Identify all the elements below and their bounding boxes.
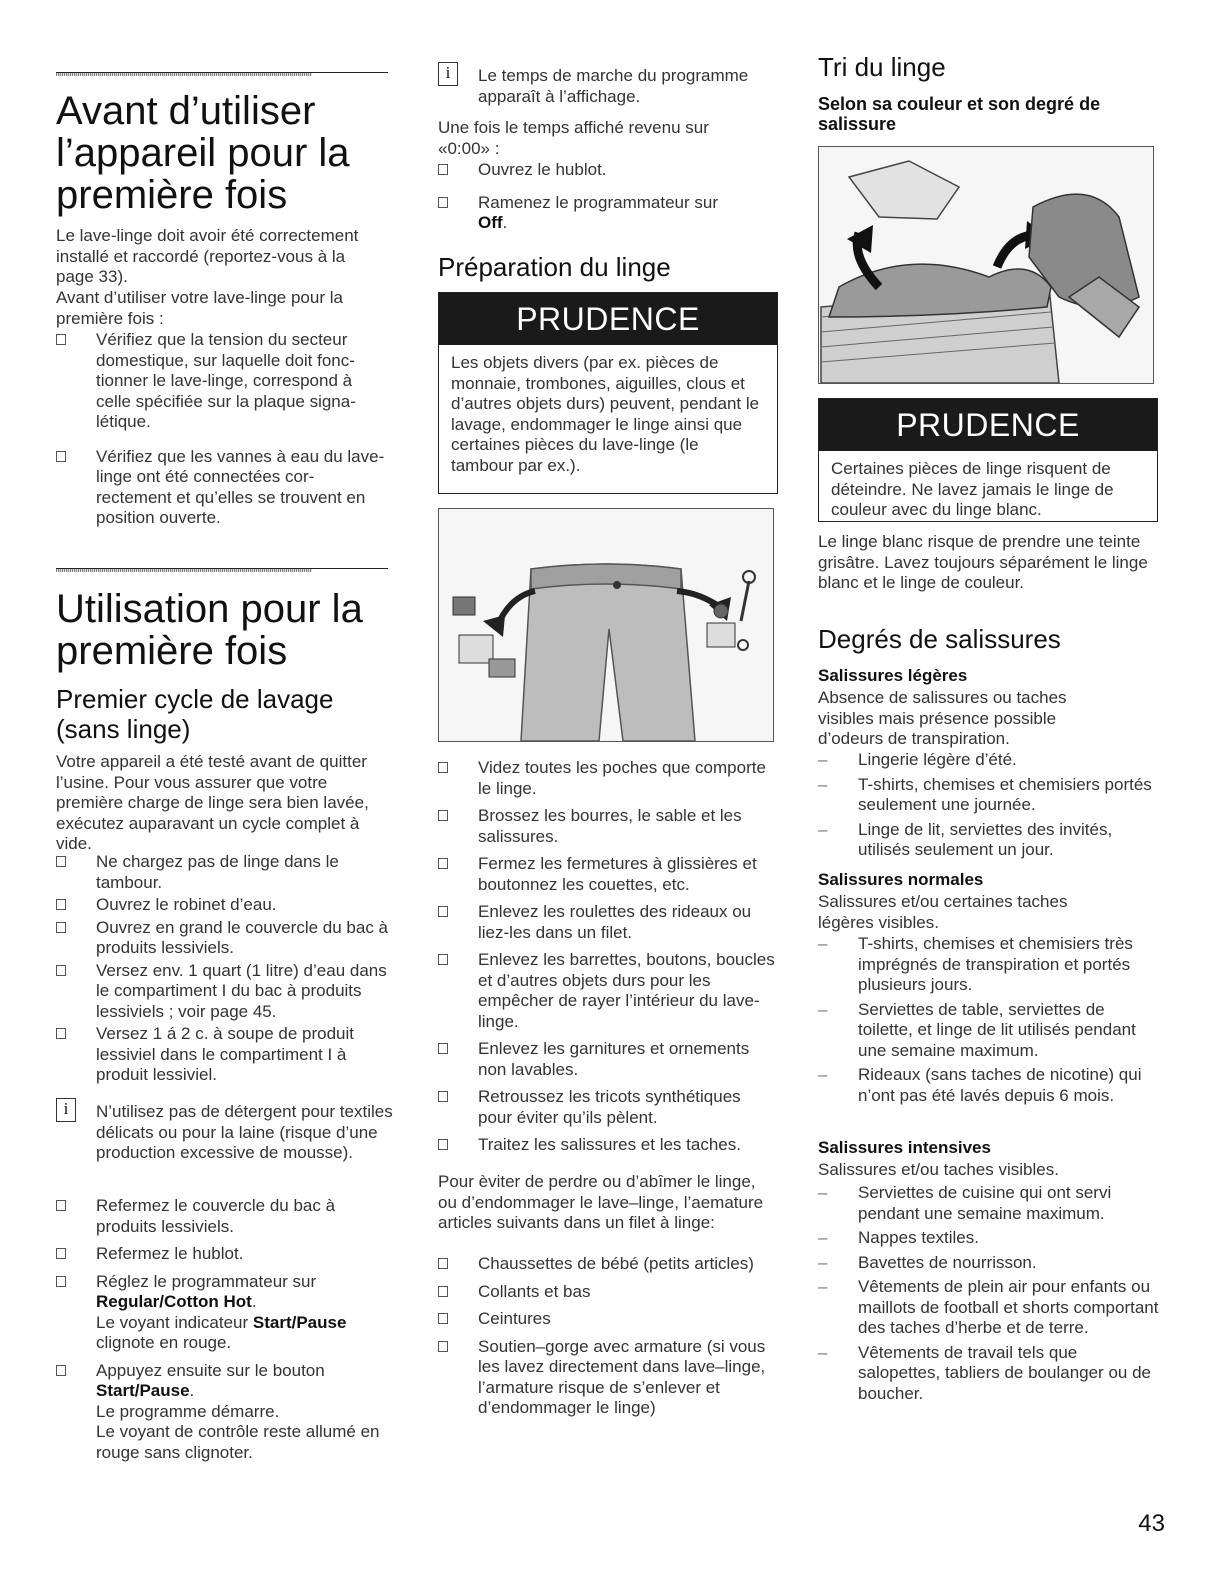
list-item: Brossez les bourres, le sable et les salissures. [438, 806, 778, 847]
list-item: Enlevez les barrettes, boutons, boucles et d’autres objets durs pour les empêcher de rayer l’intérieur du lave-linge. [438, 950, 778, 1032]
checkbox-bullet-icon [438, 1286, 448, 1297]
subsection-title-first-cycle: Premier cycle de lavage (sans linge) [56, 684, 334, 744]
checkbox-bullet-icon [56, 1276, 66, 1287]
caution-box-hard-objects [438, 292, 778, 494]
section-title-first-use: Utilisation pour la première fois [56, 587, 363, 673]
section-title-before-first-use: Avant d’utiliser l’appareil pour la première fois [56, 89, 350, 217]
checkbox-bullet-icon [56, 1365, 66, 1376]
wash-net-checklist [438, 1254, 778, 1426]
install-intro: Le lave-linge doit avoir été correctement installé et raccordé (reportez-vous à la page 33). [56, 226, 359, 286]
list-item: Versez env. 1 quart (1 litre) d’eau dans le compartiment I du bac à produits lessiviels ; voir page 45. [56, 961, 388, 1023]
caution-text: Les objets divers (par ex. pièces de monnaie, trombones, aiguilles, clous et d’autres objets durs) peuvent, pendant le lavage, endommager le linge ainsi que certaines pièces du lave-linge (le tambour par ex.). [451, 353, 760, 475]
subsection-title-sorting: Tri du linge [818, 52, 946, 82]
list-item: Réglez le programmateur sur Regular/Cotton Hot. Le voyant indicateur Start/Pause clignote en rouge. [56, 1272, 388, 1354]
caution-heading: PRUDENCE [819, 399, 1157, 451]
checkbox-bullet-icon [56, 1200, 66, 1211]
list-item: – Serviettes de cuisine qui ont servi pendant une semaine maximum. [818, 1183, 1112, 1223]
caution-heading: PRUDENCE [439, 293, 777, 345]
list-item: Ramenez le programmateur sur Off. [438, 193, 778, 234]
checkbox-bullet-icon [438, 810, 448, 821]
soil-normal-title: Salissures normales [818, 870, 984, 889]
checkbox-bullet-icon [56, 965, 66, 976]
checkbox-bullet-icon [438, 1258, 448, 1269]
checkbox-bullet-icon [56, 451, 66, 462]
list-item: – Vêtements de plein air pour enfants ou maillots de football et shorts comportant des taches d’herbe et de terre. [818, 1277, 1159, 1337]
list-item: Versez 1 á 2 c. à soupe de produit lessiviel dans le compartiment I à produit lessiviel. [56, 1024, 388, 1086]
info-note-run-time: Le temps de marche du programme apparaît à l’affichage. [478, 66, 749, 106]
list-item: – Vêtements de travail tels que salopettes, tabliers de boulanger ou de boucher. [818, 1342, 1151, 1403]
checkbox-bullet-icon [56, 856, 66, 867]
list-item: Ne chargez pas de linge dans le tambour. [56, 852, 388, 893]
list-item: Collants et bas [438, 1282, 778, 1303]
checkbox-bullet-icon [438, 1091, 448, 1102]
list-item: Vérifiez que les vannes à eau du lave-linge ont été connectées cor-rectement et qu’elles se trouvent en position ouverte. [56, 447, 388, 529]
first-cycle-steps [56, 852, 388, 1088]
checkbox-bullet-icon [438, 1139, 448, 1150]
list-item: Traitez les salissures et les taches. [438, 1135, 778, 1156]
illustration-sorting-laundry [818, 146, 1154, 384]
checkbox-bullet-icon [56, 334, 66, 345]
soil-intense-title: Salissures intensives [818, 1138, 991, 1157]
page-number: 43 [1138, 1510, 1165, 1537]
sorting-subtitle: Selon sa couleur et son degré de salissure [818, 94, 1101, 134]
list-item: – Serviettes de table, serviettes de toilette, et linge de lit utilisés pendant une semaine maximum. [818, 999, 1136, 1060]
list-item: – T-shirts, chemises et chemisiers très imprégnés de transpiration et portés plusieurs jours. [818, 934, 1133, 994]
list-item: Refermez le couvercle du bac à produits lessiviels. [56, 1196, 388, 1237]
soil-light-text: Absence de salissures ou taches visibles mais présence possible d’odeurs de transpiration. [818, 688, 1067, 748]
checkbox-bullet-icon [56, 922, 66, 933]
soil-normal-list [818, 934, 1160, 1110]
checkbox-bullet-icon [438, 1043, 448, 1054]
info-icon: i [438, 62, 458, 86]
list-item: – Linge de lit, serviettes des invités, utilisés seulement un jour. [818, 819, 1113, 859]
checkbox-bullet-icon [438, 762, 448, 773]
info-note-detergent: N’utilisez pas de détergent pour textiles délicats ou pour la laine (risque d’une production excessive de mousse). [96, 1102, 393, 1162]
after-time-steps [438, 160, 778, 241]
list-item: Enlevez les garnitures et ornements non lavables. [438, 1039, 778, 1080]
preparation-checklist [438, 758, 778, 1163]
list-item: Refermez le hublot. [56, 1244, 388, 1265]
soil-light-list [818, 750, 1160, 865]
section-rule [56, 568, 388, 569]
info-icon: i [56, 1098, 76, 1122]
checkbox-bullet-icon [438, 906, 448, 917]
soil-normal-text: Salissures et/ou certaines taches légères visibles. [818, 892, 1068, 932]
checkbox-bullet-icon [438, 954, 448, 965]
soil-intense-list [818, 1183, 1160, 1408]
list-item: Vérifiez que la tension du secteur domestique, sur laquelle doit fonc-tionner le lave-linge, correspond à celle spécifiée sur la plaque signa-létique. [56, 330, 388, 433]
list-item: Videz toutes les poches que comporte le linge. [438, 758, 778, 799]
white-laundry-note: Le linge blanc risque de prendre une teinte grisâtre. Lavez toujours séparément le linge blanc et le linge de couleur. [818, 532, 1148, 592]
list-item: Ouvrez en grand le couvercle du bac à produits lessiviels. [56, 918, 388, 959]
list-item: – Bavettes de nourrisson. [818, 1252, 1037, 1272]
checkbox-bullet-icon [438, 858, 448, 869]
list-item: – T-shirts, chemises et chemisiers portés seulement une journée. [818, 774, 1152, 814]
wash-net-intro: Pour èviter de perdre ou d’abîmer le linge, ou d’endommager le lave–linge, l’aemature articles suivants dans un filet à linge: [438, 1172, 764, 1232]
before-use-checklist [56, 330, 388, 536]
checkbox-bullet-icon [438, 1313, 448, 1324]
soil-intense-text: Salissures et/ou taches visibles. [818, 1160, 1059, 1179]
illustration-empty-pockets [438, 508, 774, 742]
list-item: Retroussez les tricots synthétiques pour éviter qu’ils pèlent. [438, 1087, 778, 1128]
list-item: – Nappes textiles. [818, 1228, 979, 1247]
first-cycle-steps-2 [56, 1196, 388, 1470]
list-item: Ouvrez le hublot. [438, 160, 778, 181]
list-item: Ceintures [438, 1309, 778, 1330]
soil-light-title: Salissures légères [818, 666, 968, 685]
after-time-intro: Une fois le temps affiché revenu sur «0:00» : [438, 118, 709, 158]
checkbox-bullet-icon [438, 164, 448, 175]
before-use-intro: Avant d’utiliser votre lave-linge pour la première fois : [56, 288, 343, 328]
caution-box-colors [818, 398, 1158, 522]
checkbox-bullet-icon [56, 1248, 66, 1259]
list-item: – Lingerie légère d’été. [818, 750, 1017, 769]
list-item: Enlevez les roulettes des rideaux ou liez-les dans un filet. [438, 902, 778, 943]
list-item: Soutien–gorge avec armature (si vous les lavez directement dans lave–linge, l’armature risque de s’enlever et d’endommager le linge) [438, 1337, 778, 1419]
list-item: – Rideaux (sans taches de nicotine) qui n’ont pas été lavés depuis 6 mois. [818, 1065, 1142, 1105]
section-rule [56, 72, 388, 73]
list-item: Appuyez ensuite sur le bouton Start/Pause. Le programme démarre. Le voyant de contrôle reste allumé en rouge sans clignoter. [56, 1361, 388, 1464]
list-item: Chaussettes de bébé (petits articles) [438, 1254, 778, 1275]
checkbox-bullet-icon [56, 1028, 66, 1039]
checkbox-bullet-icon [438, 197, 448, 208]
list-item: Fermez les fermetures à glissières et boutonnez les couettes, etc. [438, 854, 778, 895]
caution-text: Certaines pièces de linge risquent de déteindre. Ne lavez jamais le linge de couleur avec du linge blanc. [831, 459, 1114, 519]
subsection-title-soil-degrees: Degrés de salissures [818, 624, 1061, 654]
checkbox-bullet-icon [438, 1341, 448, 1352]
checkbox-bullet-icon [56, 899, 66, 910]
first-cycle-intro: Votre appareil a été testé avant de quitter l’usine. Pour vous assurer que votre première charge de linge sera bien lavée, exécutez auparavant un cycle complet à vide. [56, 752, 369, 853]
subsection-title-preparation: Préparation du linge [438, 252, 671, 282]
list-item: Ouvrez le robinet d’eau. [56, 895, 388, 916]
